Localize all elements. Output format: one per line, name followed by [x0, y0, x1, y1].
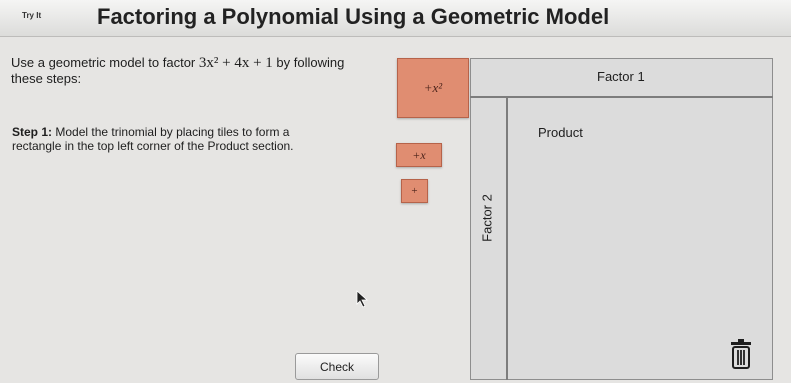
- page-title: Factoring a Polynomial Using a Geometric Model: [97, 4, 610, 29]
- step-label: Step 1:: [12, 125, 53, 139]
- x-squared-tile-label: +x²: [423, 80, 443, 95]
- factor1-divider: [470, 96, 773, 98]
- factor2-label: Factor 2: [479, 194, 495, 242]
- intro-text: [11, 55, 371, 86]
- product-label: Product: [538, 125, 583, 140]
- x-tile-label: +x: [412, 147, 426, 162]
- title-bar: [0, 0, 791, 37]
- check-button[interactable]: Check: [295, 353, 379, 380]
- factor2-divider: [506, 96, 508, 380]
- unit-tile[interactable]: [401, 179, 428, 203]
- unit-tile-label: +: [411, 185, 418, 197]
- factor-workspace[interactable]: [470, 58, 773, 380]
- factor1-label: Factor 1: [597, 69, 645, 84]
- trash-icon[interactable]: [730, 339, 752, 369]
- step-text: Model the trinomial by placing tiles to form a rectangle in the top left corner of the Product section.: [12, 125, 294, 153]
- x-squared-tile[interactable]: [397, 58, 469, 118]
- x-tile[interactable]: [396, 143, 442, 167]
- polynomial: 3x² + 4x + 1: [198, 55, 273, 71]
- intro-after: by following these steps:: [11, 55, 345, 86]
- mouse-pointer-icon: [356, 290, 370, 308]
- step-instruction: [12, 125, 342, 153]
- intro-before: Use a geometric model to factor: [11, 55, 199, 70]
- try-it-label: Try It: [22, 11, 42, 20]
